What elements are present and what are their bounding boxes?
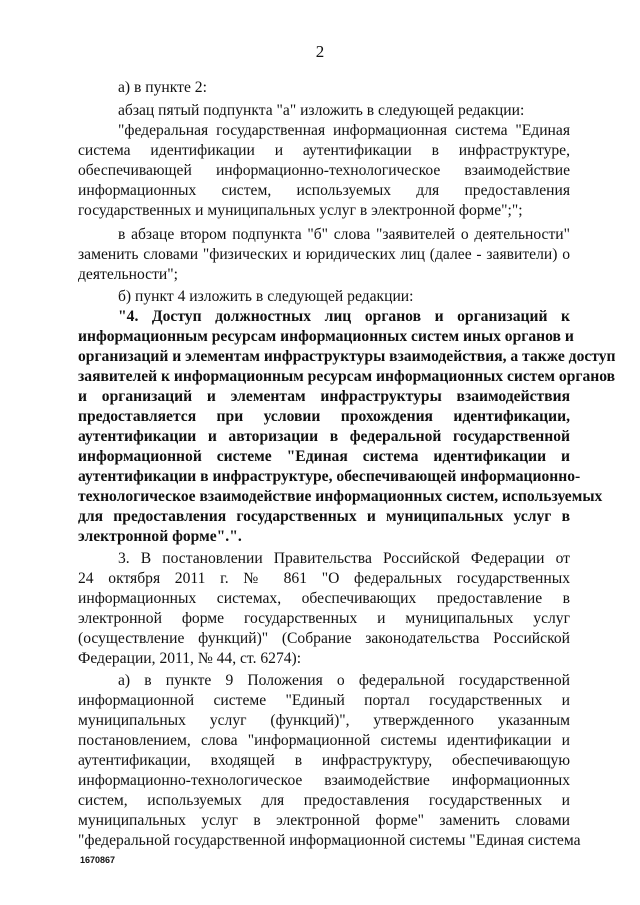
text-line: технологическое взаимодействие информационных систем, используемых [78,488,603,505]
text-line: заменить словами "физических и юридических лиц (далее - заявители) о [78,246,570,263]
text-line: электронной форме государственных и муниципальных услуг [78,610,570,627]
text-line: аутентификации в инфраструктуре, обеспечивающей информационно- [78,468,581,485]
text-line: "федеральная государственная информационная система "Единая [118,122,570,139]
text-line: заявителей к информационным ресурсам информационных систем органов [78,368,616,385]
text-line: обеспечивающей информационно-технологическое взаимодействие [78,162,570,179]
text-line: для предоставления государственных и муниципальных услуг в [78,508,570,525]
text-line: информационно-технологическое взаимодействие информационных [78,772,570,789]
text-line: абзац пятый подпункта "а" изложить в следующей редакции: [118,102,525,119]
text-line: аутентификации и авторизации в федеральной государственной [78,428,570,445]
text-line: информационным ресурсам информационных систем иных органов и [78,328,574,345]
text-line: постановлением, слова "информационной системы идентификации и [78,732,570,749]
text-line: муниципальных услуг в электронной форме" заменить словами [78,812,570,829]
text-line: деятельности"; [78,266,178,283]
text-line: предоставляется при условии прохождения идентификации, [78,408,570,425]
document-code: 1670867 [80,855,116,865]
text-line: информационной системе "Единая система идентификации и [78,448,570,465]
text-line: 24 октября 2011 г. № 861 "О федеральных государственных [78,570,570,587]
text-line: информационной системе "Единый портал государственных и [78,692,570,709]
text-line: "4. Доступ должностных лиц органов и организаций к [118,308,570,325]
text-line: государственных и муниципальных услуг в электронной форме";"; [78,202,523,219]
text-line: 3. В постановлении Правительства Российской Федерации от [118,550,570,567]
text-line: (осуществление функций)" (Собрание законодательства Российской [78,630,570,647]
text-line: муниципальных услуг (функций)", утвержденного указанным [78,712,570,729]
text-line: а) в пункте 2: [118,79,207,96]
page-number: 2 [315,42,325,61]
text-line: система идентификации и аутентификации в инфраструктуре, [78,142,570,159]
text-line: "федеральной государственной информационной системы "Единая система [78,832,581,849]
text-line: организаций и элементам инфраструктуры взаимодействия, а также доступ [78,348,616,365]
text-line: информационных системах, обеспечивающих предоставление в [78,590,570,607]
text-line: информационных систем, используемых для предоставления [78,182,570,199]
text-line: а) в пункте 9 Положения о федеральной государственной [118,672,570,689]
text-line: и организаций и элементам инфраструктуры взаимодействия [78,388,570,405]
text-line: б) пункт 4 изложить в следующей редакции: [118,288,414,305]
text-line: в абзаце втором подпункта "б" слова "заявителей о деятельности" [118,226,570,243]
text-line: Федерации, 2011, № 44, ст. 6274): [78,650,302,667]
text-line: аутентификации, входящей в инфраструктуру, обеспечивающую [78,752,570,769]
text-line: систем, используемых для предоставления государственных и [78,792,570,809]
text-line: электронной форме".". [78,528,242,545]
